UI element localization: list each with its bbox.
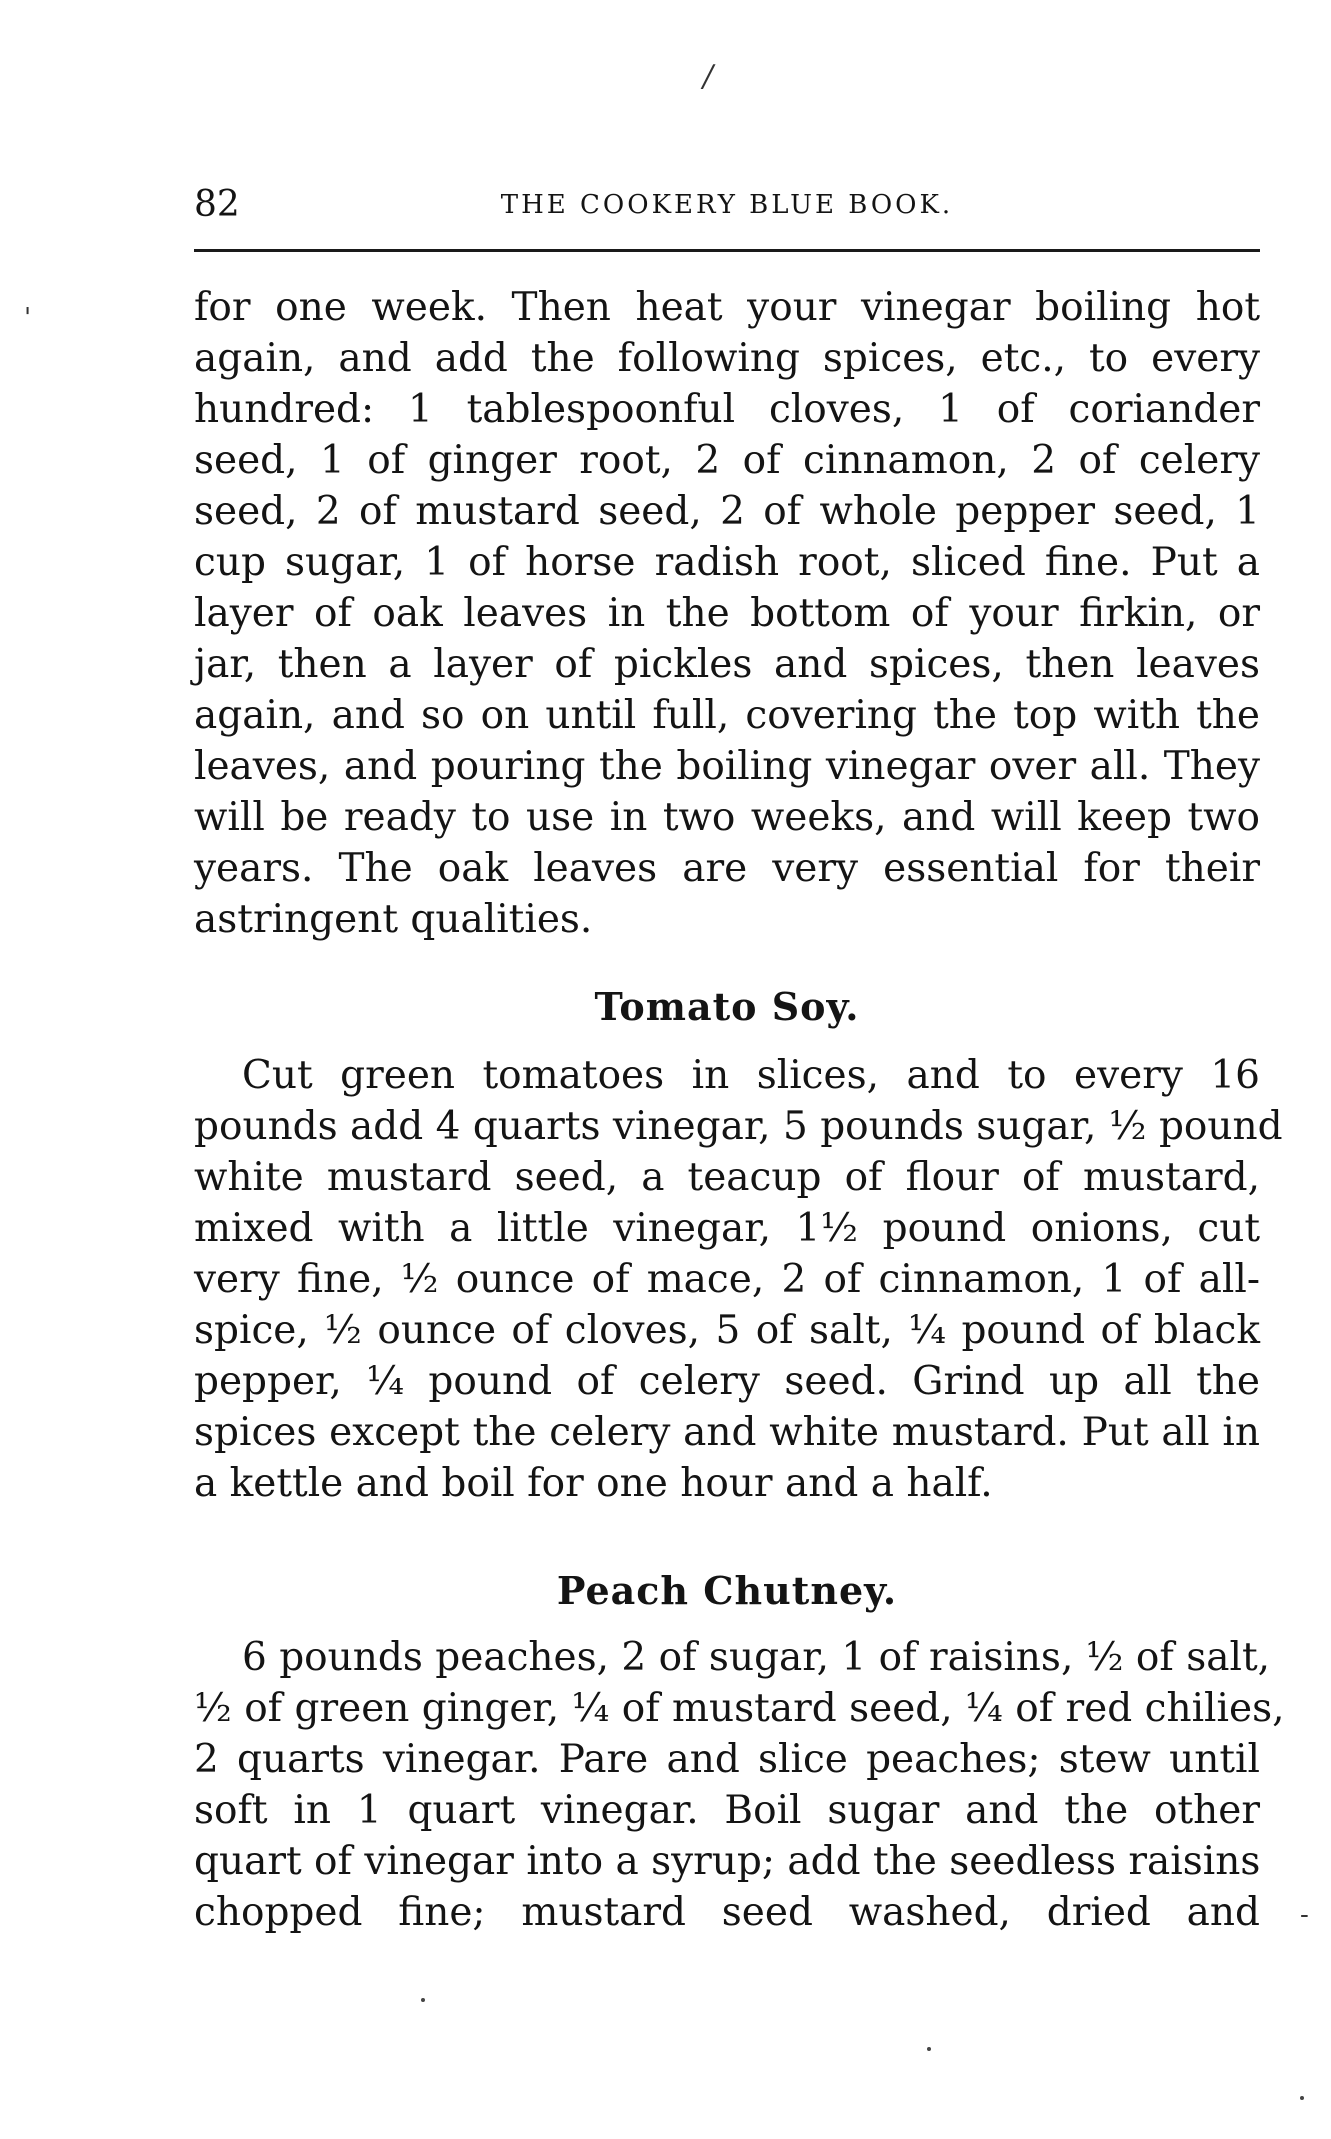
text-line: again, and so on until full, covering the top with the (194, 693, 1260, 738)
page-number: 82 (194, 184, 240, 225)
text-line: will be ready to use in two weeks, and will keep two (194, 795, 1260, 840)
text-line: white mustard seed, a teacup of flour of mustard, (194, 1155, 1260, 1200)
stray-mark-top: / (703, 59, 714, 94)
text-line: quart of vinegar into a syrup; add the seedless raisins (194, 1839, 1261, 1884)
text-line: cup sugar, 1 of horse radish root, sliced fine. Put a (194, 540, 1260, 585)
text-line: ½ of green ginger, ¼ of mustard seed, ¼ of red chilies, (194, 1686, 1285, 1731)
text-line: leaves, and pouring the boiling vinegar over all. They (194, 744, 1260, 789)
running-head: THE COOKERY BLUE BOOK. (500, 190, 954, 220)
recipe-title-peach-chutney: Peach Chutney. (556, 1568, 898, 1613)
text-line: seed, 2 of mustard seed, 2 of whole pepper seed, 1 (194, 489, 1260, 534)
text-line: chopped fine; mustard seed washed, dried and (194, 1890, 1260, 1935)
text-line: seed, 1 of ginger root, 2 of cinnamon, 2 of celery (194, 438, 1260, 483)
speck (421, 1998, 425, 2002)
text-line: very fine, ½ ounce of mace, 2 of cinnamon, 1 of all- (194, 1257, 1260, 1302)
text-line: layer of oak leaves in the bottom of your firkin, or (194, 591, 1260, 636)
text-line: jar, then a layer of pickles and spices, then leaves (194, 642, 1260, 687)
text-line: 6 pounds peaches, 2 of sugar, 1 of raisins, ½ of salt, (242, 1635, 1271, 1680)
text-line: hundred: 1 tablespoonful cloves, 1 of coriander (194, 387, 1260, 432)
text-line: pounds add 4 quarts vinegar, 5 pounds sugar, ½ pound (194, 1104, 1283, 1149)
text-line: mixed with a little vinegar, 1½ pound onions, cut (194, 1206, 1260, 1251)
speck (927, 2047, 931, 2051)
text-line: again, and add the following spices, etc., to every (194, 336, 1260, 381)
recipe-body-tomato-soy (194, 1050, 1283, 1509)
text-line: spices except the celery and white mustard. Put all in (194, 1410, 1260, 1455)
recipe-body-peach-chutney (194, 1632, 1285, 1938)
text-line: pepper, ¼ pound of celery seed. Grind up all the (194, 1359, 1260, 1404)
header-rule (194, 249, 1260, 252)
stray-mark-left: ' (24, 303, 32, 333)
recipe-title-tomato-soy: Tomato Soy. (594, 984, 860, 1029)
text-line: astringent qualities. (194, 897, 593, 942)
text-line: soft in 1 quart vinegar. Boil sugar and the other (194, 1788, 1260, 1833)
speck (1300, 2096, 1304, 2100)
text-line: for one week. Then heat your vinegar boiling hot (194, 285, 1260, 330)
intro-paragraph (194, 282, 1260, 945)
text-line: years. The oak leaves are very essential for their (194, 846, 1260, 891)
text-line: a kettle and boil for one hour and a half. (194, 1461, 993, 1506)
stray-mark-right: - (1300, 1900, 1309, 1930)
text-line: spice, ½ ounce of cloves, 5 of salt, ¼ pound of black (194, 1308, 1260, 1353)
text-line: 2 quarts vinegar. Pare and slice peaches; stew until (194, 1737, 1260, 1782)
text-line: Cut green tomatoes in slices, and to every 16 (242, 1053, 1260, 1098)
page-header (194, 180, 1260, 230)
